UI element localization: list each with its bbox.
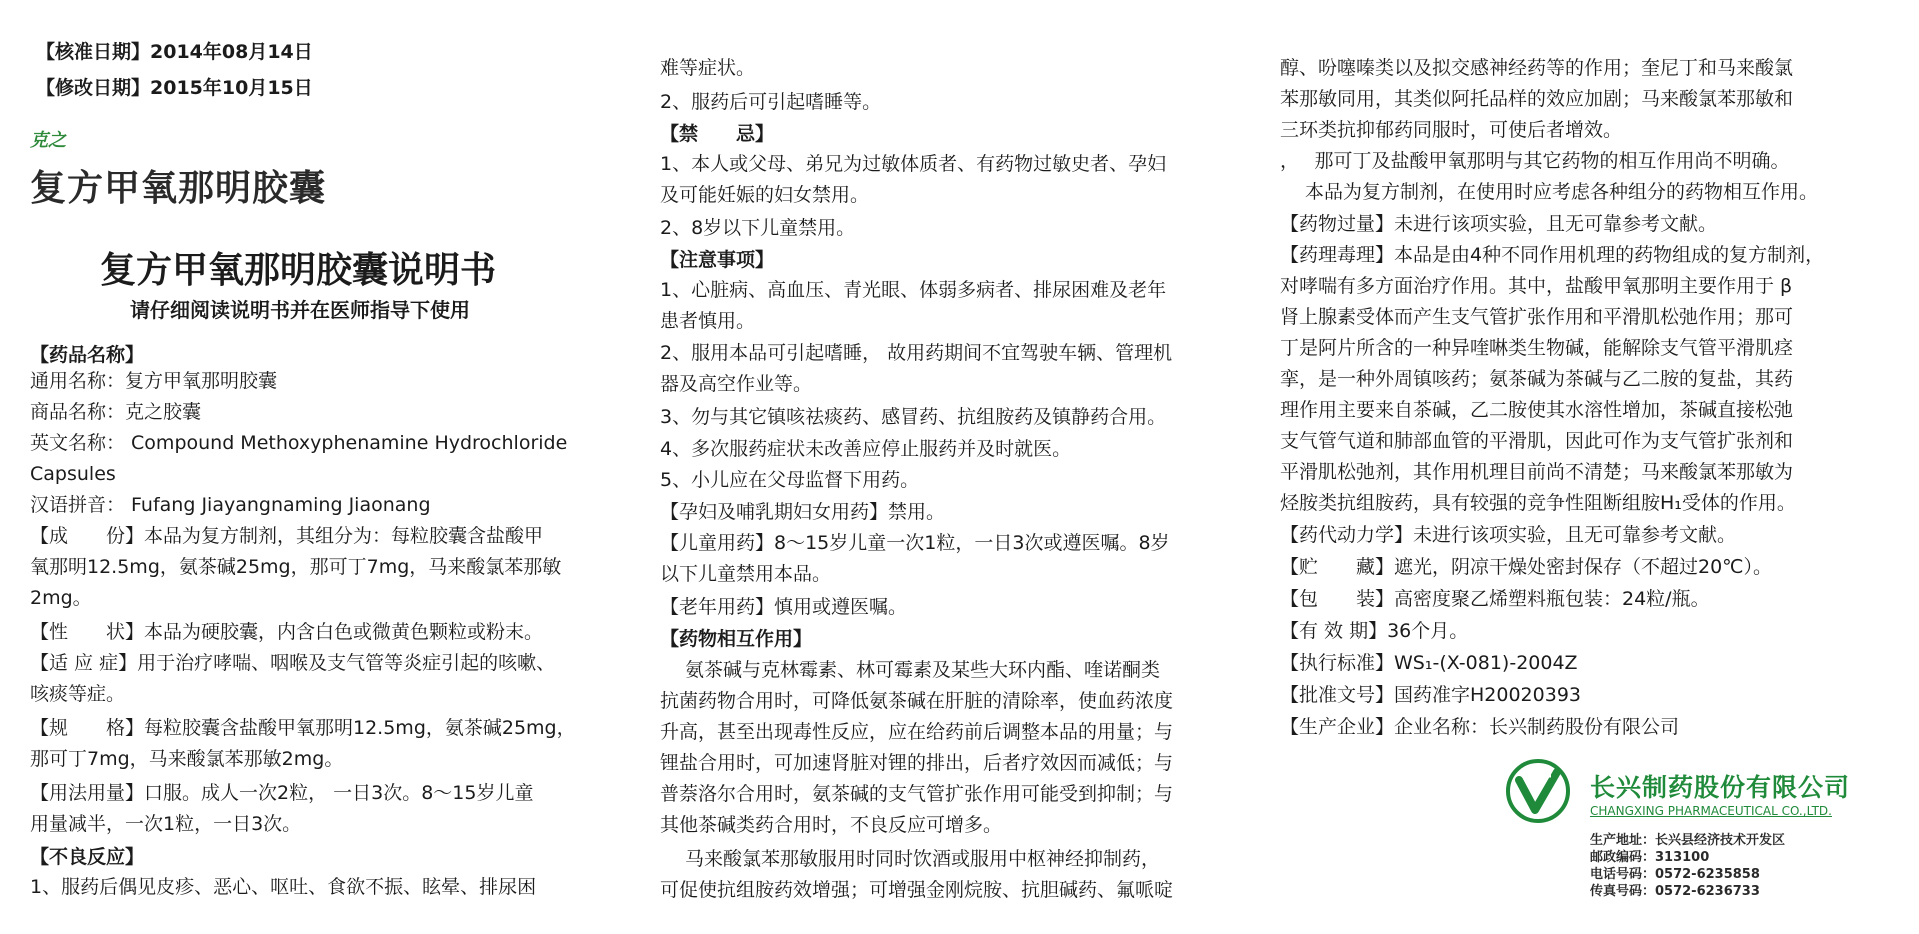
company-name-en: CHANGXING PHARMACEUTICAL CO.,LTD.	[1590, 804, 1832, 818]
section-drug-name-header: 【药品名称】	[30, 344, 145, 366]
subtitle: 请仔细阅读说明书并在医师指导下使用	[130, 298, 470, 322]
brand-mark: 克之	[30, 130, 66, 151]
trade-name: 商品名称：克之胶囊	[30, 401, 202, 423]
section-pregnancy: 【孕妇及哺乳期妇女用药】禁用。	[660, 501, 946, 523]
company-address: 生产地址：长兴县经济技术开发区	[1590, 833, 1786, 848]
generic-name: 通用名称：复方甲氧那明胶囊	[30, 370, 278, 392]
composition-line2: 氧那明12.5mg，氨茶碱25mg，那可丁7mg，马来酸氯苯那敏	[30, 556, 562, 578]
text-line: 丁是阿片所含的一种异喹啉类生物碱，能解除支气管平滑肌痉	[1280, 337, 1794, 359]
text-line: 患者慎用。	[660, 310, 756, 332]
company-name-cn: 长兴制药股份有限公司	[1590, 773, 1851, 802]
composition-line1: 【成 份】本品为复方制剂，其组分为：每粒胶囊含盐酸甲	[30, 525, 544, 547]
document-title: 复方甲氧那明胶囊说明书	[100, 250, 497, 291]
indications-line1: 【适 应 症】用于治疗哮喘、咽喉及支气管等炎症引起的咳嗽、	[30, 652, 556, 674]
text-line: 3、勿与其它镇咳祛痰药、感冒药、抗组胺药及镇静药合用。	[660, 406, 1167, 428]
text-line: ， 那可丁及盐酸甲氧那明与其它药物的相互作用尚不明确。	[1280, 150, 1790, 172]
text-line: 平滑肌松弛剂，其作用机理目前尚不清楚；马来酸氯苯那敏为	[1280, 461, 1794, 483]
text-line: 本品为复方制剂，在使用时应考虑各种组分的药物相互作用。	[1280, 181, 1819, 203]
dosage-line2: 用量减半，一次1粒，一日3次。	[30, 813, 302, 835]
text-line: 抗菌药物合用时，可降低氨茶碱在肝脏的清除率，使血药浓度	[660, 690, 1174, 712]
text-line: 1、心脏病、高血压、青光眼、体弱多病者、排尿困难及老年	[660, 279, 1167, 301]
text-line: 醇、吩噻嗪类以及拟交感神经药等的作用；奎尼丁和马来酸氯	[1280, 57, 1794, 79]
text-line: 难等症状。	[660, 57, 756, 79]
text-line: 其他茶碱类药合用时，不良反应可增多。	[660, 814, 1003, 836]
english-name-line2: Capsules	[30, 463, 116, 485]
indications-line2: 咳痰等症。	[30, 683, 126, 705]
section-interactions-header: 【药物相互作用】	[660, 628, 813, 650]
text-line: 支气管气道和肺部血管的平滑肌，因此可作为支气管扩张剂和	[1280, 430, 1794, 452]
text-line: 升高，甚至出现毒性反应，应在给药前后调整本品的用量；与	[660, 721, 1174, 743]
pinyin-name: 汉语拼音： Fufang Jiayangnaming Jiaonang	[30, 494, 431, 516]
adverse-line1: 1、服药后偶见皮疹、恶心、呕吐、食欲不振、眩晕、排尿困	[30, 876, 537, 898]
product-title: 复方甲氧那明胶囊	[30, 168, 327, 209]
specification-line2: 那可丁7mg，马来酸氯苯那敏2mg。	[30, 748, 344, 770]
section-contraindications-header: 【禁 忌】	[660, 123, 775, 145]
composition-line3: 2mg。	[30, 587, 92, 609]
text-line: 以下儿童禁用本品。	[660, 563, 832, 585]
section-validity: 【有 效 期】36个月。	[1280, 620, 1469, 642]
text-line: 肾上腺素受体而产生支气管扩张作用和平滑肌松弛作用；那可	[1280, 306, 1794, 328]
section-adverse-header: 【不良反应】	[30, 846, 145, 868]
character: 【性 状】本品为硬胶囊，内含白色或微黄色颗粒或粉末。	[30, 621, 544, 643]
text-line: 5、小儿应在父母监督下用药。	[660, 469, 920, 491]
section-overdose: 【药物过量】未进行该项实验，且无可靠参考文献。	[1280, 213, 1718, 235]
company-fax: 传真号码：0572-6236733	[1590, 884, 1760, 899]
section-storage: 【贮 藏】遮光，阴凉干燥处密封保存（不超过20℃）。	[1280, 556, 1773, 578]
english-name-line1: 英文名称： Compound Methoxyphenamine Hydrochloride	[30, 432, 568, 454]
text-line: 锂盐合用时，可加速肾脏对锂的排出，后者疗效因而减低；与	[660, 752, 1174, 774]
company-postcode: 邮政编码：313100	[1590, 850, 1710, 865]
text-line: 1、本人或父母、弟兄为过敏体质者、有药物过敏史者、孕妇	[660, 153, 1167, 175]
section-standard: 【执行标准】WS₁-(X-081)-2004Z	[1280, 652, 1578, 674]
text-line: 理作用主要来自茶碱，乙二胺使其水溶性增加，茶碱直接松弛	[1280, 399, 1794, 421]
section-pediatric: 【儿童用药】8～15岁儿童一次1粒，一日3次或遵医嘱。8岁	[660, 532, 1170, 554]
revision-date: 【修改日期】2015年10月15日	[36, 77, 313, 99]
text-line: 4、多次服药症状未改善应停止服药并及时就医。	[660, 438, 1072, 460]
text-line: 器及高空作业等。	[660, 373, 813, 395]
text-line: 2、服用本品可引起嗜睡， 故用药期间不宜驾驶车辆、管理机	[660, 342, 1173, 364]
text-line: 挛，是一种外周镇咳药；氨茶碱为茶碱与乙二胺的复盐，其药	[1280, 368, 1794, 390]
section-approval-number: 【批准文号】国药准字H20020393	[1280, 684, 1581, 706]
section-pharmacokinetics: 【药代动力学】未进行该项实验，且无可靠参考文献。	[1280, 524, 1737, 546]
section-manufacturer: 【生产企业】企业名称：长兴制药股份有限公司	[1280, 716, 1680, 738]
section-pharmacology: 【药理毒理】本品是由4种不同作用机理的药物组成的复方制剂，	[1280, 244, 1825, 266]
approval-date: 【核准日期】2014年08月14日	[36, 41, 313, 63]
company-phone: 电话号码：0572-6235858	[1590, 867, 1760, 882]
dosage-line1: 【用法用量】口服。成人一次2粒， 一日3次。8～15岁儿童	[30, 782, 534, 804]
section-package: 【包 装】高密度聚乙烯塑料瓶包装：24粒/瓶。	[1280, 588, 1710, 610]
text-line: 2、服药后可引起嗜睡等。	[660, 91, 882, 113]
text-line: 氨茶碱与克林霉素、林可霉素及某些大环内酯、喹诺酮类	[660, 659, 1161, 681]
text-line: 可促使抗组胺药效增强；可增强金刚烷胺、抗胆碱药、氟哌啶	[660, 879, 1174, 901]
section-geriatric: 【老年用药】慎用或遵医嘱。	[660, 596, 908, 618]
text-line: 2、8岁以下儿童禁用。	[660, 217, 856, 239]
text-line: 三环类抗抑郁药同服时，可使后者增效。	[1280, 119, 1623, 141]
text-line: 对哮喘有多方面治疗作用。其中，盐酸甲氧那明主要作用于 β	[1280, 275, 1793, 297]
text-line: 及可能妊娠的妇女禁用。	[660, 184, 870, 206]
section-precautions-header: 【注意事项】	[660, 249, 775, 271]
specification-line1: 【规 格】每粒胶囊含盐酸甲氧那明12.5mg，氨茶碱25mg，	[30, 717, 576, 739]
text-line: 普萘洛尔合用时，氨茶碱的支气管扩张作用可能受到抑制；与	[660, 783, 1174, 805]
company-logo-icon	[1505, 758, 1571, 824]
text-line: 马来酸氯苯那敏服用时同时饮酒或服用中枢神经抑制药，	[660, 848, 1161, 870]
text-line: 苯那敏同用，其类似阿托品样的效应加剧；马来酸氯苯那敏和	[1280, 88, 1794, 110]
text-line: 烃胺类抗组胺药，具有较强的竞争性阻断组胺H₁受体的作用。	[1280, 492, 1796, 514]
